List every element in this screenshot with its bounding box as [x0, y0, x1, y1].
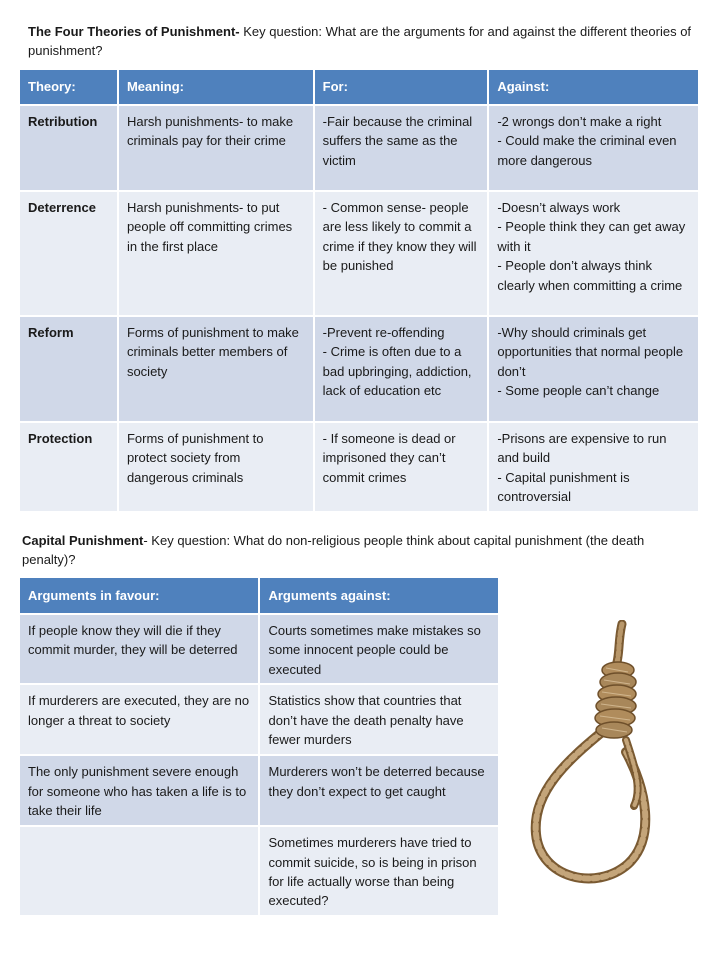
argument-line: - People think they can get away with it [497, 219, 686, 254]
key-question: Key question: What are the arguments for and against the different theories of punishment? [28, 24, 692, 58]
theory-against [488, 191, 699, 316]
header-meaning: Meaning: [118, 70, 314, 105]
argument-line: -2 wrongs don’t make a right [497, 114, 662, 129]
table-header-row [20, 578, 499, 614]
header-theory: Theory: [20, 70, 118, 105]
argument-line: - Some people can’t change [497, 383, 660, 399]
argument-against: Sometimes murderers have tried to commit suicide, so is being in prison for life actually worse than being executed? [259, 826, 499, 916]
theory-meaning: Harsh punishments- to put people off committing crimes in the first place [118, 191, 314, 316]
header-against: Against: [488, 70, 699, 105]
theory-meaning: Forms of punishment to protect society from dangerous criminals [118, 422, 314, 512]
header-for: For: [314, 70, 489, 105]
argument-line: - If someone is dead or imprisoned they can’t commit crimes [322, 431, 456, 485]
table-row [20, 826, 499, 916]
theory-against [488, 316, 699, 422]
theory-meaning: Forms of punishment to make criminals better members of society [118, 316, 314, 422]
argument-favour: The only punishment severe enough for someone who has taken a life is to take their life [20, 755, 259, 826]
argument-line: - People don’t always think clearly when committing a crime [497, 258, 683, 293]
table-row [20, 191, 699, 316]
theory-against [488, 422, 699, 512]
theory-for [314, 316, 489, 422]
argument-line: - Could make the criminal even more dangerous [497, 133, 677, 168]
key-question: - Key question: What do non-religious people think about capital punishment (the death penalty)? [22, 533, 645, 567]
theory-for [314, 191, 489, 316]
argument-against: Statistics show that countries that don’t have the death penalty have fewer murders [259, 684, 499, 755]
theory-name: Reform [20, 316, 118, 422]
argument-favour [20, 826, 259, 916]
capital-punishment-table [20, 578, 500, 917]
table-row [20, 316, 699, 422]
argument-favour: If murderers are executed, they are no longer a threat to society [20, 684, 259, 755]
header-favour: Arguments in favour: [20, 578, 259, 614]
table-header-row [20, 70, 699, 105]
argument-line: - Common sense- people are less likely to commit a crime if they know they will be punished [322, 200, 477, 274]
argument-line: -Fair because the criminal suffers the same as the victim [322, 114, 473, 168]
section-heading-theories [28, 22, 704, 60]
argument-line: -Prevent re-offending [322, 325, 445, 340]
section-heading-capital [22, 531, 698, 569]
table-row [20, 755, 499, 826]
theory-name: Deterrence [20, 191, 118, 316]
theory-name: Protection [20, 422, 118, 512]
theory-against [488, 105, 699, 191]
table-row [20, 614, 499, 684]
table-row [20, 105, 699, 191]
argument-against: Murderers won’t be deterred because they don’t expect to get caught [259, 755, 499, 826]
argument-against: Courts sometimes make mistakes so some innocent people could be executed [259, 614, 499, 684]
theory-for [314, 105, 489, 191]
theory-name: Retribution [20, 105, 118, 191]
table-row [20, 684, 499, 755]
argument-line: -Why should criminals get opportunities that normal people don’t [497, 325, 684, 379]
noose-icon [510, 620, 680, 895]
section-title: Capital Punishment [22, 533, 144, 548]
argument-line: - Capital punishment is controversial [497, 469, 630, 505]
theories-table [20, 70, 700, 513]
argument-line: - Crime is often due to a bad upbringing, addiction, lack of education etc [322, 344, 472, 399]
argument-line: -Doesn’t always work [497, 200, 621, 215]
argument-favour: If people know they will die if they commit murder, they will be deterred [20, 614, 259, 684]
theory-meaning: Harsh punishments- to make criminals pay for their crime [118, 105, 314, 191]
section-title: The Four Theories of Punishment- [28, 24, 240, 39]
table-row [20, 422, 699, 512]
argument-line: -Prisons are expensive to run and build [497, 431, 667, 466]
header-against: Arguments against: [259, 578, 499, 614]
theory-for [314, 422, 489, 512]
